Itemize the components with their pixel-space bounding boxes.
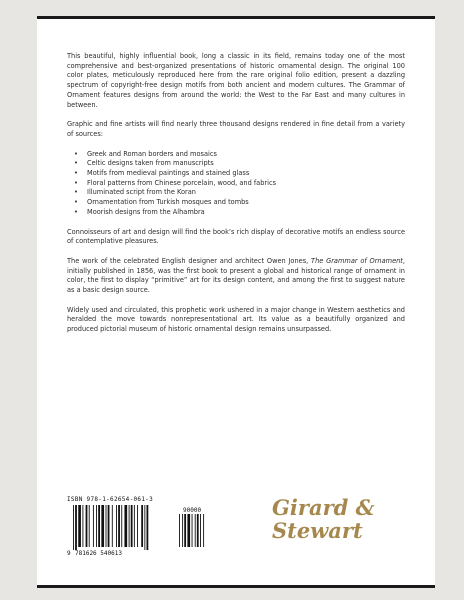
source-item: • Illuminated script from the Koran [87,188,405,198]
isbn-label: ISBN 978-1-62654-061-3 [67,496,154,503]
barcode-bar [86,505,88,547]
barcode-bar [89,505,90,547]
paragraph-owen-jones [67,257,405,296]
source-item: • Motifs from medieval paintings and stained glass [87,169,405,179]
addon-bar [184,514,186,547]
addon-bar [187,514,190,547]
addon-bar [179,514,180,547]
paragraph-connoisseurs: Connoisseurs of art and design will find the book’s rich display of decorative motifs an endless source of contemplative pleasures. [67,227,405,246]
barcode-bar [93,505,94,547]
barcode-bar [116,505,117,547]
bottom-rule [37,585,435,588]
barcode-bar [82,505,83,547]
barcode-bar [147,505,149,550]
barcode-bar [137,505,138,547]
barcode-bar [78,505,81,547]
paragraph-intro: This beautiful, highly influential book, long a classic in its field, remains today one of the most comprehensive and best-organized presentations of historic ornamental design. The original 100 color plates, meticulously reproduced here from the rare original folio edition, present a dazzling spectrum of copyright-free design motifs from both ancient and modern cultures. The Grammar of Ornament features designs from around the world: the West to the Far East and many cultures in between. [67,52,405,109]
barcode-bar [98,505,100,547]
barcode-bar [131,505,133,547]
top-rule [37,16,435,19]
barcode-bar [108,505,110,547]
barcode [67,505,217,557]
publisher-line-1: Girard & [272,495,375,520]
barcode-bar [96,505,97,547]
barcode-bar [101,505,104,547]
paragraph-legacy: Widely used and circulated, this prophetic work ushered in a major change in Western aesthetics and heralded the move towards nonrepresentational art. Its value as a beautifully organized and produced pictorial museum of historic ornamental design remains unsurpassed. [67,305,405,334]
barcode-bar [112,505,113,547]
source-item: • Floral patterns from Chinese porcelain, wood, and fabrics [87,179,405,189]
publisher-line-2: Stewart [272,518,363,543]
sources-list [67,150,405,218]
addon-bar [182,514,183,547]
source-item: • Greek and Roman borders and mosaics [87,150,405,160]
addon-bar [203,514,204,547]
barcode-bar [129,505,130,547]
barcode-bar [134,505,135,547]
addon-bar [192,514,193,547]
barcode-bar [144,505,145,550]
barcode-bar [141,505,143,547]
barcode-block [67,496,222,566]
barcode-bar [121,505,122,547]
barcode-bar [73,505,74,550]
source-item: • Ornamentation from Turkish mosques and tombs [87,198,405,208]
owen-jones-text-b: , initially published in 1856, was the first book to present a global and historical range of ornament in color, the first to display “primitive” art for its design content, and among the first to suggest nature as a basic design source. [67,256,405,295]
barcode-bar [124,505,127,547]
source-item: • Celtic designs taken from manuscripts [87,159,405,169]
publisher-logo [272,496,392,542]
cover-copy [67,52,405,345]
back-cover [37,16,435,588]
barcode-digit-prefix: 9 [67,550,71,557]
barcode-bar [118,505,120,547]
barcode-digits: 781626 540613 [75,550,122,557]
ean-bars [73,505,148,550]
owen-jones-text-a: The work of the celebrated English designer and architect Owen Jones, [67,256,312,265]
addon-bars [179,514,204,547]
addon-bar [195,514,196,547]
paragraph-artists: Graphic and fine artists will find nearly three thousand designs rendered in fine detail from a variety of sources: [67,120,405,138]
book-title: The Grammar of Ornament [311,256,403,265]
price-code: 90000 [183,507,202,514]
addon-bar [200,514,201,547]
barcode-bar [106,505,107,547]
addon-bar [197,514,199,547]
source-item: • Moorish designs from the Alhambra [87,208,405,218]
barcode-bar [75,505,77,550]
